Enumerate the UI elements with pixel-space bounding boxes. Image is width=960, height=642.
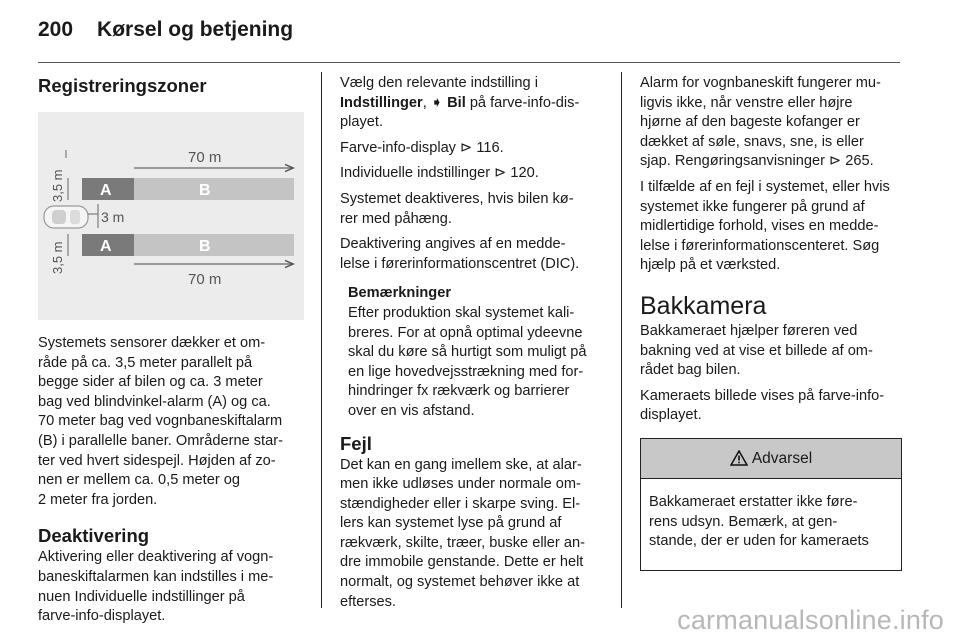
text-line: midlertidige forhold, vises en medde- (640, 218, 879, 235)
text-line: Bakkameraet erstatter ikke føre- (649, 493, 858, 510)
text-line: en lige hovedvejsstrækning med for- (348, 363, 584, 380)
menu-path-settings: Indstillinger (340, 94, 423, 111)
text-line: dækket af søle, snavs, sne, is eller (640, 133, 864, 150)
text-line: Deaktivering angives af en medde- (340, 236, 566, 253)
text-line: lers kan systemet lyse på grund af (340, 515, 562, 532)
text-line: men ikke udløses under normale om- (340, 476, 581, 493)
text-line: stændigheder eller i skarpe sving. El- (340, 495, 581, 512)
text-fragment: på farve-info-dis- (465, 94, 580, 111)
zone-b-bottom (134, 234, 294, 256)
text-line: Det kan en gang imellem ske, at alar- (340, 456, 582, 473)
zone-a-top-label: A (100, 182, 112, 199)
text-line: Efter produktion skal systemet kali- (348, 304, 575, 321)
text-line: over en vis afstand. (348, 402, 475, 419)
fejl-text (340, 456, 605, 613)
text-line: bakning ved at vise et billede af om- (640, 342, 873, 359)
text-line: breres. For at opnå optimal ydeevne (348, 324, 583, 341)
warning-header (641, 439, 901, 479)
car-icon (44, 206, 88, 228)
column-divider-1 (321, 72, 322, 608)
zone-description (38, 334, 304, 510)
dist-label-top: 70 m (188, 149, 222, 166)
warning-title: Advarsel (751, 449, 813, 467)
text-line: rens udsyn. Bemærk, at gen- (649, 513, 838, 530)
text-line: rer med påhæng. (340, 210, 452, 227)
dic-text (340, 235, 605, 274)
page-number: 200 (38, 18, 74, 41)
section-heading-deaktivering: Deaktivering (38, 525, 150, 547)
text-line: nen er mellem ca. 0,5 meter og (38, 472, 240, 489)
page-header (38, 18, 293, 42)
menu-path-bil: Bil (447, 94, 466, 111)
text-line: rækværk, skilte, træer, buske eller an- (340, 534, 585, 551)
text-line: playet. (340, 114, 383, 131)
watermark: carmanualsonline.info (677, 605, 944, 635)
text-line: Bakkameraet hjælper føreren ved (640, 322, 858, 339)
warning-triangle-icon (730, 450, 748, 466)
display-text (640, 387, 902, 426)
text-line: Systemets sensorer dækker et om- (38, 335, 266, 351)
text-line: hindringer fx rækværk og barrierer (348, 383, 570, 400)
text-line: 2 meter fra jorden. (38, 491, 158, 508)
gap-width-label: 3 m (101, 209, 125, 225)
text-line: efterses. (340, 593, 396, 610)
text-line: Vælg den relevante indstilling i (340, 75, 538, 91)
text-line: skal du køre så hurtigt som muligt på (348, 344, 587, 361)
column-2 (340, 74, 605, 612)
zone-b-top (134, 178, 294, 200)
column-3 (640, 74, 902, 571)
detection-zone-diagram (38, 112, 304, 320)
page-title: Kørsel og betjening (97, 18, 294, 41)
section-heading-registreringszoner: Registreringszoner (38, 75, 207, 96)
text-line: Alarm for vognbaneskift fungerer mu- (640, 75, 881, 91)
zone-b-top-label: B (199, 182, 211, 199)
width-label-top: 3,5 m (50, 169, 65, 202)
column-1 (38, 74, 304, 627)
text-line: ter ved hvert sidespejl. Højden af zo- (38, 452, 276, 469)
fault-text (640, 178, 902, 276)
text-line: 70 meter bag ved vognbaneskiftalarm (38, 413, 283, 430)
section-heading-bakkamera: Bakkamera (640, 291, 767, 320)
text-line: rådet bag bilen. (640, 362, 741, 379)
warning-body (641, 479, 901, 570)
text-line: hjørne af den bageste kofanger er (640, 114, 860, 131)
trailer-text (340, 190, 605, 229)
note-title: Bemærkninger (348, 285, 451, 302)
text-line: Systemet deaktiveres, hvis bilen kø- (340, 190, 574, 207)
deaktivering-text (38, 548, 304, 626)
settings-instruction (340, 74, 605, 133)
text-line: begge sider af bilen og ca. 3 meter (38, 374, 263, 391)
text-line: sjap. Rengøringsanvisninger ⊳ 265. (640, 153, 874, 170)
column-divider-2 (621, 72, 622, 608)
page-reference-settings: Individuelle indstillinger ⊳ 120. (340, 165, 539, 182)
text-line: råde på ca. 3,5 meter parallelt på (38, 354, 253, 371)
bakkamera-text (640, 322, 902, 381)
note-block (340, 284, 605, 421)
text-line: ligvis ikke, når venstre eller højre (640, 94, 853, 111)
width-label-bottom: 3,5 m (50, 241, 65, 274)
section-heading-fejl: Fejl (340, 432, 372, 454)
text-line: stande, der er uden for kameraets (649, 533, 869, 550)
text-line: nuen Individuelle indstillinger på (38, 588, 245, 605)
zone-b-bottom-label: B (199, 238, 211, 255)
page-reference-display: Farve-info-display ⊳ 116. (340, 139, 504, 156)
text-line: lelse i førerinformationscentret (DIC). (340, 255, 580, 272)
text-line: bag ved blindvinkel-alarm (A) og ca. (38, 393, 271, 410)
warning-box (640, 438, 902, 571)
dist-label-bottom: 70 m (188, 271, 222, 288)
text-line (340, 94, 605, 114)
header-rule (38, 62, 900, 63)
text-line: Kameraets billede vises på farve-info- (640, 387, 885, 404)
text-line: displayet. (640, 407, 702, 424)
text-line: dre immobile genstande. Dette er helt (340, 554, 584, 571)
bumper-text (640, 74, 902, 172)
detection-zone-svg (38, 112, 304, 320)
text-line: hjælp på et værksted. (640, 257, 781, 274)
text-line: lelse i førerinformationscenteret. Søg (640, 237, 880, 254)
zone-a-bottom-label: A (100, 238, 112, 255)
text-line: baneskiftalarmen kan indstilles i me- (38, 568, 274, 585)
text-line: systemet ikke fungerer på grund af (640, 198, 865, 215)
text-line: normalt, og systemet behøver ikke at (340, 574, 580, 591)
text-line: Aktivering eller deaktivering af vogn- (38, 549, 274, 566)
arrow-right-icon: , ➧ (422, 94, 448, 111)
text-line: farve-info-displayet. (38, 608, 166, 625)
text-line: (B) i parallelle baner. Områderne star- (38, 432, 283, 449)
text-line: I tilfælde af en fejl i systemet, eller hvis (640, 178, 890, 195)
